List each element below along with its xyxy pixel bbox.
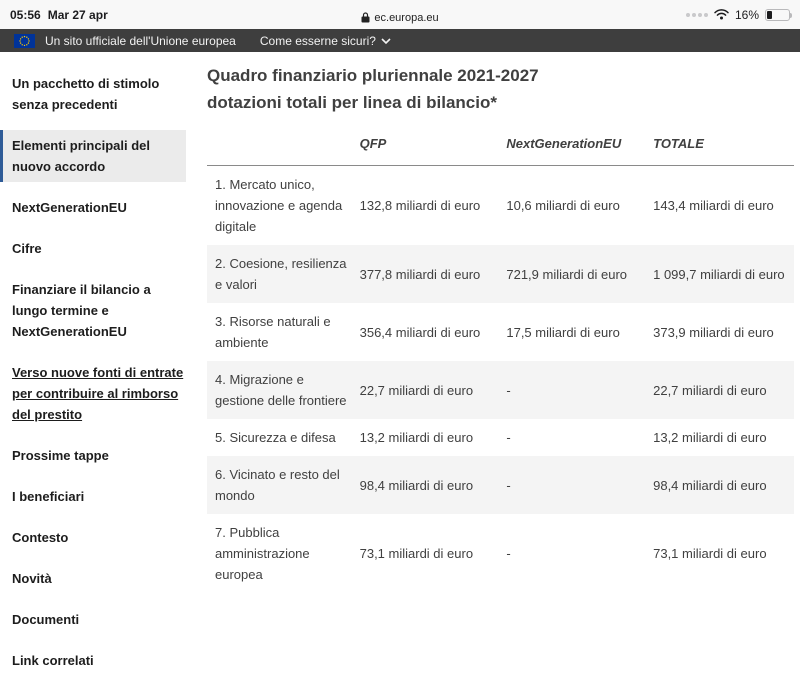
status-bar [0, 0, 800, 29]
cell-totale: 22,7 miliardi di euro [653, 382, 767, 398]
page-content [0, 52, 800, 668]
table-row [207, 456, 794, 514]
mff-budget-table [207, 128, 794, 593]
clock-time: 05:56 [10, 7, 41, 22]
row-label: 1. Mercato unico, innovazione e agenda digitale [215, 177, 343, 234]
cell-totale: 98,4 miliardi di euro [653, 477, 767, 493]
table-row [207, 419, 794, 456]
sidebar-item-documenti[interactable]: Documenti [12, 612, 80, 627]
url-text: ec.europa.eu [374, 11, 439, 24]
header-qfp: QFP [360, 128, 507, 166]
cell-qfp: 73,1 miliardi di euro [359, 546, 474, 561]
cell-totale: 1 099,7 miliardi di euro [653, 266, 785, 282]
row-label: 2. Coesione, resilienza e valori [215, 256, 347, 292]
status-right [530, 8, 790, 22]
cell-nge: 10,6 miliardi di euro [506, 198, 620, 213]
page-title-line1: Quadro finanziario pluriennale 2021-2027 [207, 66, 539, 85]
cellular-signal-icon [686, 13, 708, 17]
sidebar-item-contesto[interactable]: Contesto [12, 530, 69, 545]
official-site-text: Un sito ufficiale dell'Unione europea [45, 33, 236, 48]
wifi-icon [714, 9, 729, 20]
cell-nge: 17,5 miliardi di euro [506, 324, 620, 340]
cell-qfp: 22,7 miliardi di euro [359, 382, 474, 398]
cell-nge: 721,9 miliardi di euro [506, 266, 628, 282]
cell-qfp: 13,2 miliardi di euro [359, 430, 474, 445]
cell-nge: - [506, 477, 511, 493]
sidebar-item-prossime-tappe[interactable]: Prossime tappe [12, 448, 109, 463]
row-label: 3. Risorse naturali e ambiente [215, 314, 331, 350]
cell-nge: - [506, 430, 511, 445]
table-row [207, 514, 794, 593]
how-to-verify-label: Come esserne sicuri? [259, 33, 376, 48]
row-label: 4. Migrazione e gestione delle frontiere [215, 372, 347, 408]
sidebar-item-link-correlati[interactable]: Link correlati [12, 653, 94, 668]
page-title-line2: dotazioni totali per linea di bilancio* [207, 93, 497, 112]
row-label: 5. Sicurezza e difesa [215, 430, 336, 445]
row-label: 7. Pubblica amministrazione europea [215, 525, 310, 582]
sidebar-item-finanziare-bilancio[interactable]: Finanziare il bilancio a lungo termine e NextGenerationEU [12, 282, 151, 339]
table-row [207, 303, 794, 361]
cell-totale: 13,2 miliardi di euro [653, 430, 767, 445]
main-content [200, 52, 800, 600]
clock-date: Mar 27 apr [47, 7, 108, 22]
status-left [10, 8, 270, 22]
table-row [207, 361, 794, 419]
sidebar-item-nuove-fonti-entrate[interactable]: Verso nuove fonti di entrate per contribuire al rimborso del prestito [12, 365, 184, 422]
sidebar-item-beneficiari[interactable]: I beneficiari [12, 489, 85, 504]
row-label: 6. Vicinato e resto del mondo [215, 467, 340, 503]
sidebar-item-elementi-principali[interactable]: Elementi principali del nuovo accordo [0, 130, 186, 182]
cell-qfp: 377,8 miliardi di euro [359, 266, 481, 282]
cell-nge: - [506, 382, 511, 398]
cell-totale: 73,1 miliardi di euro [653, 546, 767, 561]
header-empty [207, 128, 360, 166]
sidebar-item-pacchetto-stimolo[interactable]: Un pacchetto di stimolo senza precedenti [12, 76, 160, 112]
chevron-down-icon [381, 38, 391, 44]
table-header-row [207, 128, 794, 166]
cell-qfp: 132,8 miliardi di euro [359, 198, 481, 213]
header-nextgenerationeu: NextGenerationEU [506, 128, 653, 166]
page-title [207, 62, 794, 116]
sidebar-item-cifre[interactable]: Cifre [12, 241, 42, 256]
cell-totale: 373,9 miliardi di euro [653, 324, 774, 340]
eu-official-banner [0, 29, 800, 52]
sidebar-item-nextgenerationeu[interactable]: NextGenerationEU [12, 200, 127, 215]
cell-qfp: 98,4 miliardi di euro [359, 477, 474, 493]
lock-icon [361, 12, 370, 23]
table-row [207, 245, 794, 303]
cell-qfp: 356,4 miliardi di euro [359, 324, 481, 340]
header-totale: TOTALE [653, 128, 794, 166]
url-bar[interactable] [270, 12, 530, 24]
cell-totale: 143,4 miliardi di euro [653, 198, 774, 213]
sidebar-item-novita[interactable]: Novità [12, 571, 52, 586]
battery-icon [765, 9, 790, 21]
sidebar-nav [0, 52, 200, 668]
how-to-verify-link[interactable] [260, 34, 391, 48]
cell-nge: - [506, 546, 511, 561]
eu-flag-icon [14, 34, 35, 48]
battery-percent: 16% [734, 7, 759, 22]
table-row [207, 166, 794, 246]
